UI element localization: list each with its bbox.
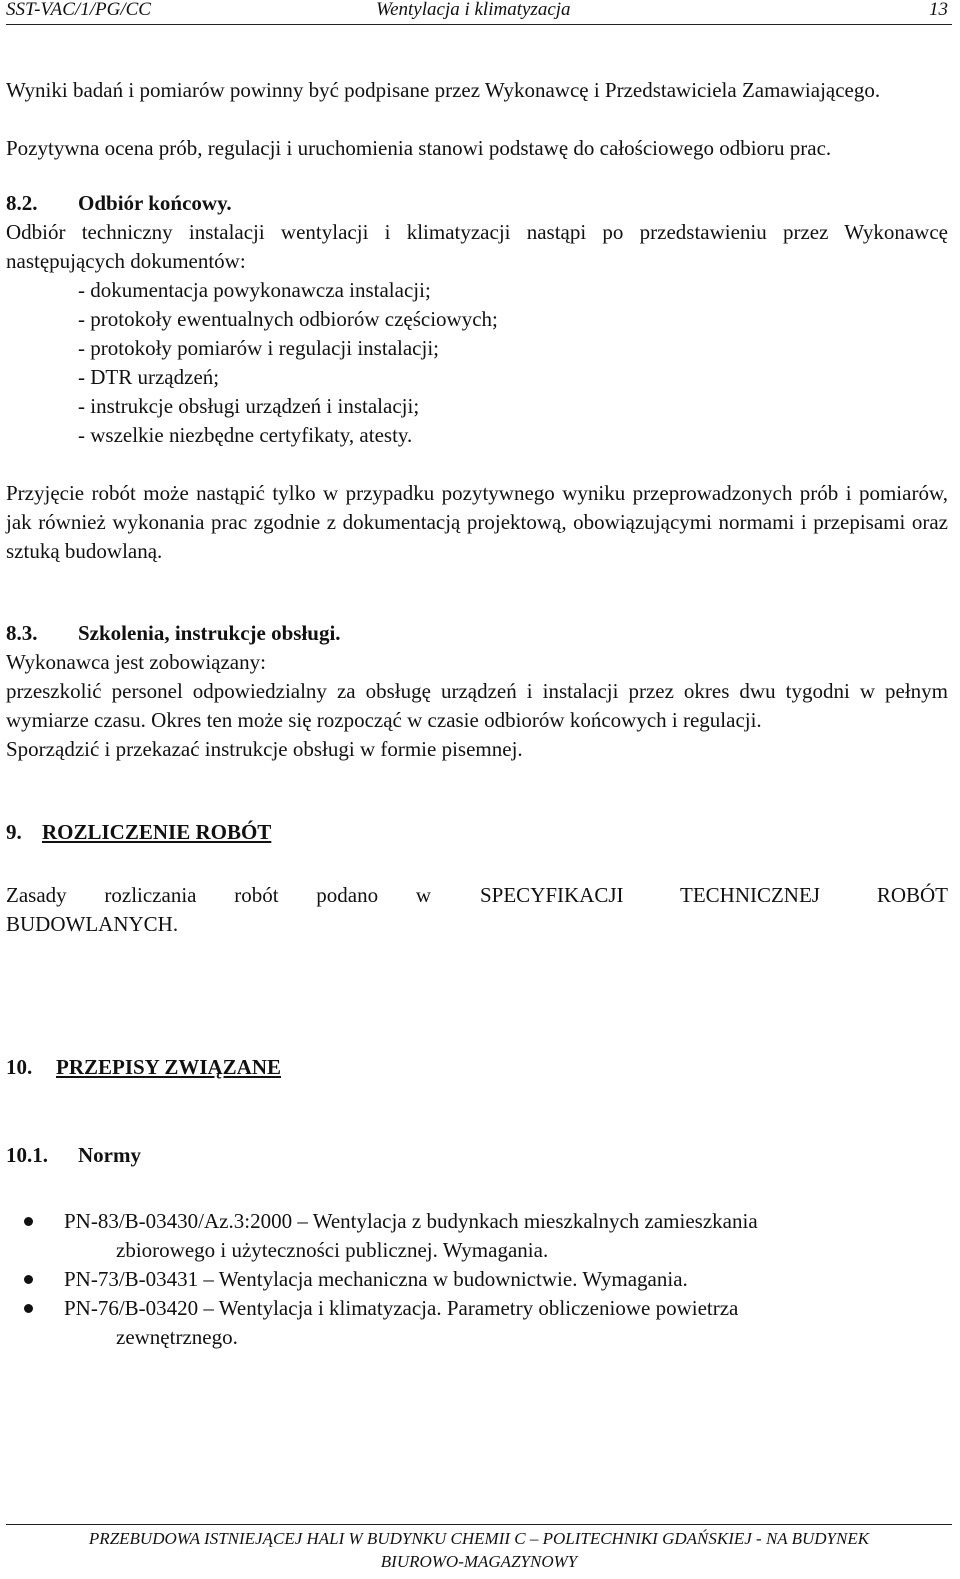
list-item: - wszelkie niezbędne certyfikaty, atesty. [78, 423, 413, 447]
section-8-2-intro: Odbiór techniczny instalacji wentylacji i klimatyzacji nastąpi po przedstawieniu przez Wykonawcę następujących dokumentów: [6, 220, 948, 273]
section-9-text-left: Zasady rozliczania robót podano w [6, 883, 431, 907]
standard-text-continuation: zewnętrznego. [116, 1325, 238, 1349]
section-9-text [6, 881, 948, 910]
section-title: Normy [78, 1143, 141, 1167]
header-title: Wentylacja i klimatyzacja [376, 0, 571, 20]
section-number: 8.2. [6, 191, 38, 215]
required-documents-list [6, 276, 948, 450]
list-item: - dokumentacja powykonawcza instalacji; [78, 278, 431, 302]
section-number: 10. [6, 1055, 33, 1079]
list-item: - instrukcje obsługi urządzeń i instalacji; [78, 394, 420, 418]
header-doc-code: SST-VAC/1/PG/CC [6, 0, 151, 20]
standard-text-continuation: zbiorowego i użyteczności publicznej. Wymagania. [116, 1238, 549, 1262]
section-number: 8.3. [6, 621, 38, 645]
header-page-number: 13 [929, 0, 948, 20]
list-item: - DTR urządzeń; [78, 365, 220, 389]
standards-list [6, 1207, 948, 1352]
section-title: PRZEPISY ZWIĄZANE [56, 1055, 282, 1079]
footer-line1: PRZEBUDOWA ISTNIEJĄCEJ HALI W BUDYNKU CHEMII C – POLITECHNIKI GDAŃSKIEJ - NA BUDYNEK [88, 1529, 870, 1548]
section-8-2-heading [6, 189, 948, 218]
section-title: Odbiór końcowy. [78, 191, 232, 215]
page-footer [6, 1524, 952, 1573]
bullet-icon [24, 1304, 33, 1313]
list-item [6, 1265, 948, 1294]
page-header [6, 0, 952, 25]
section-10-heading [6, 1053, 948, 1082]
list-item [6, 1207, 948, 1265]
section-title: Szkolenia, instrukcje obsługi. [78, 621, 341, 645]
standard-text: PN-76/B-03420 – Wentylacja i klimatyzacja. Parametry obliczeniowe powietrza [64, 1296, 739, 1320]
section-number: 9. [6, 820, 22, 844]
list-item [6, 1294, 948, 1352]
list-item: - protokoły pomiarów i regulacji instalacji; [78, 336, 439, 360]
section-8-3-heading [6, 619, 948, 648]
section-9-heading [6, 818, 948, 847]
paragraph-positive-assessment: Pozytywna ocena prób, regulacji i uruchomienia stanowi podstawę do całościowego odbioru prac. [6, 136, 832, 160]
bullet-icon [24, 1217, 33, 1226]
section-8-3-line3: Sporządzić i przekazać instrukcje obsługi w formie pisemnej. [6, 737, 523, 761]
bullet-icon [24, 1275, 33, 1284]
list-item: - protokoły ewentualnych odbiorów częściowych; [78, 307, 498, 331]
section-8-3-line2: przeszkolić personel odpowiedzialny za obsługę urządzeń i instalacji przez okres dwu tygodni w pełnym wymiarze czasu. Okres ten może się rozpocząć w czasie odbiorów końcowych i regulacji. [6, 679, 948, 732]
section-9-text-line2: BUDOWLANYCH. [6, 912, 179, 936]
standard-text: PN-73/B-03431 – Wentylacja mechaniczna w budownictwie. Wymagania. [64, 1267, 688, 1291]
standard-text: PN-83/B-03430/Az.3:2000 – Wentylacja z budynkach mieszkalnych zamieszkania [64, 1209, 758, 1233]
paragraph-results-signing: Wyniki badań i pomiarów powinny być podpisane przez Wykonawcę i Przedstawiciela Zamawiającego. [6, 78, 881, 102]
section-9-text-right: SPECYFIKACJI TECHNICZNEJ ROBÓT [480, 883, 948, 907]
footer-line2: BIUROWO-MAGAZYNOWY [380, 1552, 578, 1571]
section-8-3-line1: Wykonawca jest zobowiązany: [6, 650, 266, 674]
section-8-2-closing: Przyjęcie robót może nastąpić tylko w przypadku pozytywnego wyniku przeprowadzonych prób i pomiarów, jak również wykonania prac zgodnie z dokumentacją projektową, obowiązującymi normami i przepisami oraz sztuką budowlaną. [6, 481, 948, 563]
section-10-1-heading [6, 1141, 948, 1170]
section-title: ROZLICZENIE ROBÓT [42, 820, 272, 844]
document-body [6, 76, 948, 1352]
section-number: 10.1. [6, 1143, 48, 1167]
